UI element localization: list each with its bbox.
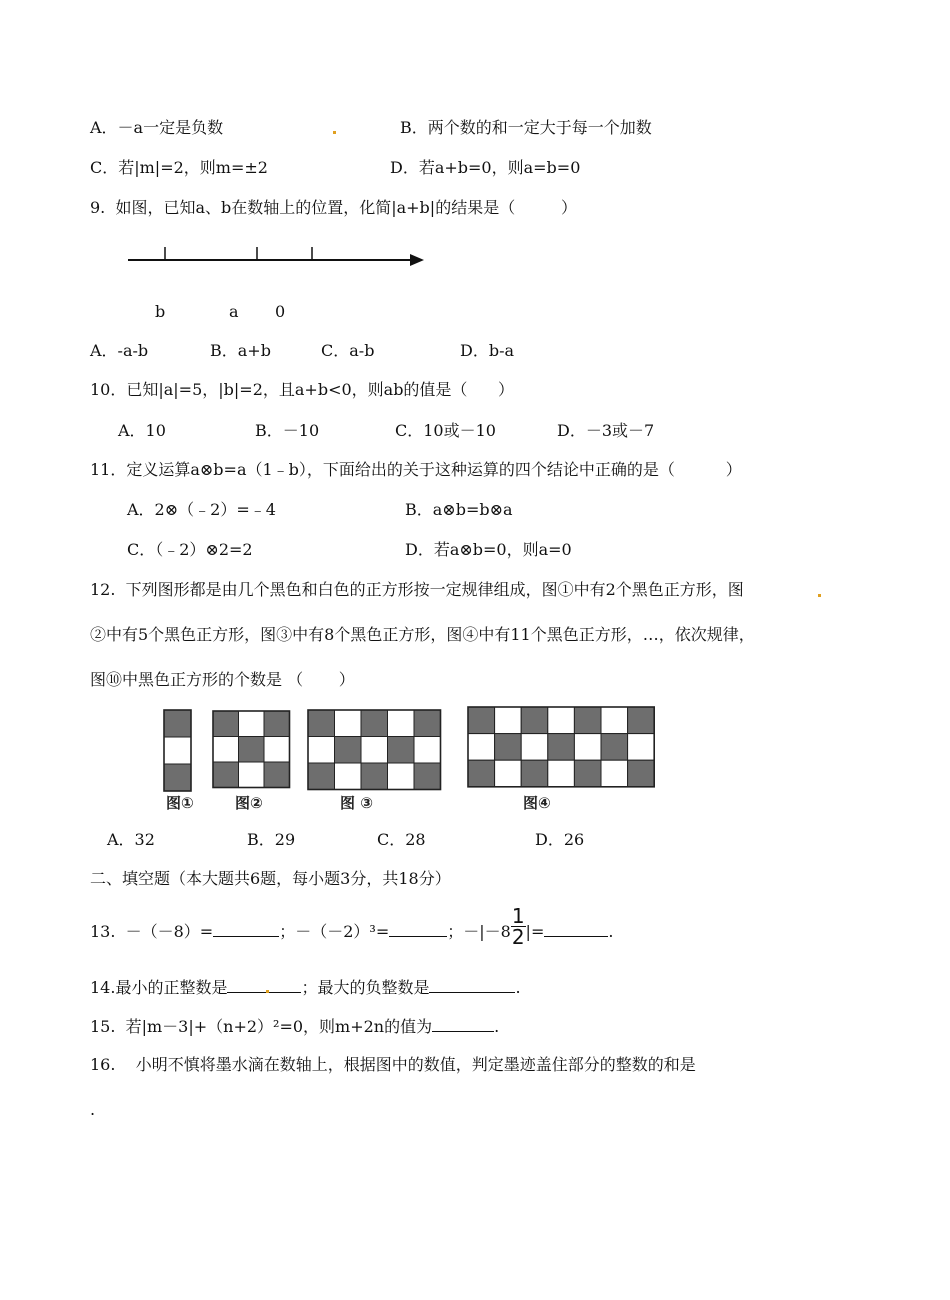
q9-option-b: B．a+b [210, 341, 271, 360]
black-square [264, 762, 290, 788]
q13-part-1: 13. －（－8）= [90, 922, 214, 941]
white-square [308, 737, 335, 764]
q14-end: . [515, 978, 521, 997]
label-zero: 0 [275, 302, 286, 321]
white-square [628, 734, 655, 761]
q15-end: . [494, 1017, 500, 1036]
white-square [468, 734, 495, 761]
pattern-figure-4 [467, 706, 655, 792]
white-square [388, 763, 415, 790]
black-square [388, 737, 415, 764]
q10-stem: 10．已知|a|=5，|b|=2，且a+b<0，则ab的值是（ ） [90, 380, 514, 399]
q15-part-1: 15. 若|m－3|+（n+2）²=0，则m+2n的值为 [90, 1017, 433, 1036]
black-square [213, 711, 239, 737]
black-square [601, 734, 628, 761]
q16-line-2: . [90, 1100, 96, 1119]
pattern-figure-1 [163, 709, 192, 796]
white-square [548, 707, 575, 734]
white-square [335, 763, 362, 790]
white-square [414, 737, 441, 764]
q9-stem: 9. 如图，已知a、b在数轴上的位置，化简|a+b|的结果是（ ） [90, 198, 577, 217]
black-square [308, 710, 335, 737]
q10-option-c: C．10或－10 [395, 421, 496, 440]
black-square [414, 763, 441, 790]
q8-option-b: B．两个数的和一定大于每一个加数 [400, 118, 652, 137]
q10-option-d: D．－3或－7 [557, 421, 655, 440]
q12-option-b: B．29 [247, 830, 296, 849]
arrow-head-icon [410, 254, 424, 266]
white-square [548, 760, 575, 787]
q12-line-3: 图⑩中黑色正方形的个数是 （ ） [90, 670, 355, 689]
white-square [388, 710, 415, 737]
stray-dot-mark [266, 990, 269, 993]
stray-dot-mark [818, 594, 821, 597]
q12-option-d: D．26 [535, 830, 585, 849]
black-square [468, 707, 495, 734]
black-square [213, 762, 239, 788]
q9-option-a: A．-a-b [90, 341, 149, 360]
black-square [521, 707, 548, 734]
black-square [414, 710, 441, 737]
black-square [574, 760, 601, 787]
number-line [120, 240, 430, 270]
q12-option-c: C．28 [377, 830, 426, 849]
black-square [628, 707, 655, 734]
q11-option-d: D．若a⊗b=0，则a=0 [405, 540, 572, 559]
white-square [239, 711, 265, 737]
black-square [264, 711, 290, 737]
caption-figure-2: 图② [235, 794, 263, 812]
q13-end: . [608, 922, 614, 941]
q11-option-a: A．2⊗（﹣2）=﹣4 [127, 500, 276, 519]
q14-blank-1[interactable] [227, 976, 301, 993]
white-square [574, 734, 601, 761]
q13-line [90, 904, 614, 949]
fraction-one-half: $\frac{1}{2}$ [511, 904, 525, 949]
black-square [335, 737, 362, 764]
q12-line-1: 12. 下列图形都是由几个黑色和白色的正方形按一定规律组成，图①中有2个黑色正方形，图 [90, 580, 744, 599]
black-square [361, 710, 388, 737]
q13-part-4: |= [525, 922, 545, 941]
q14-line [90, 976, 521, 998]
black-square [628, 760, 655, 787]
white-square [361, 737, 388, 764]
white-square [264, 737, 290, 763]
label-b: b [155, 302, 166, 321]
white-square [239, 762, 265, 788]
q13-blank-1[interactable] [213, 920, 279, 937]
q16-line-1: 16. 小明不慎将墨水滴在数轴上，根据图中的数值，判定墨迹盖住部分的整数的和是 [90, 1055, 696, 1074]
q8-option-d: D．若a+b=0，则a=b=0 [390, 158, 581, 177]
pattern-figure-3 [307, 709, 442, 795]
q14-part-1: 14.最小的正整数是 [90, 978, 228, 997]
white-square [601, 707, 628, 734]
q13-blank-3[interactable] [544, 920, 608, 937]
label-a: a [229, 302, 239, 321]
q11-stem: 11．定义运算a⊗b=a（1﹣b），下面给出的关于这种运算的四个结论中正确的是（ ） [90, 460, 742, 479]
black-square [239, 737, 265, 763]
white-square [521, 734, 548, 761]
q9-option-c: C．a-b [321, 341, 375, 360]
q13-part-2: ；－（－2）³= [279, 922, 390, 941]
q12-line-2: ②中有5个黑色正方形，图③中有8个黑色正方形，图④中有11个黑色正方形，…，依次规律， [90, 625, 755, 644]
caption-figure-1: 图① [166, 794, 194, 812]
section-heading-fill-in: 二、填空题（本大题共6题，每小题3分，共18分） [90, 869, 451, 888]
q14-blank-2[interactable] [429, 976, 515, 993]
caption-figure-4: 图④ [523, 794, 551, 812]
white-square [495, 760, 522, 787]
stray-dot-mark [333, 131, 336, 134]
q15-line [90, 1015, 499, 1037]
pattern-figure-2 [212, 710, 291, 793]
white-square [213, 737, 239, 763]
white-square [335, 710, 362, 737]
q9-option-d: D．b-a [460, 341, 515, 360]
black-square [468, 760, 495, 787]
q10-option-b: B．－10 [255, 421, 320, 440]
white-square [495, 707, 522, 734]
q8-option-c: C．若|m|=2，则m=±2 [90, 158, 268, 177]
q11-option-c: C．（﹣2）⊗2=2 [127, 540, 253, 559]
q8-option-a: A．－a一定是负数 [90, 118, 224, 137]
black-square [164, 764, 191, 791]
black-square [574, 707, 601, 734]
q15-blank[interactable] [432, 1015, 494, 1032]
q13-part-3: ；－|－8 [447, 922, 511, 941]
q14-part-2: ；最大的负整数是 [301, 978, 430, 997]
white-square [164, 737, 191, 764]
black-square [164, 710, 191, 737]
q10-option-a: A．10 [118, 421, 166, 440]
black-square [495, 734, 522, 761]
q13-blank-2[interactable] [389, 920, 447, 937]
black-square [361, 763, 388, 790]
q11-option-b: B．a⊗b=b⊗a [405, 500, 513, 519]
black-square [308, 763, 335, 790]
black-square [548, 734, 575, 761]
black-square [521, 760, 548, 787]
white-square [601, 760, 628, 787]
q12-option-a: A．32 [107, 830, 155, 849]
caption-figure-3: 图 ③ [340, 794, 373, 812]
